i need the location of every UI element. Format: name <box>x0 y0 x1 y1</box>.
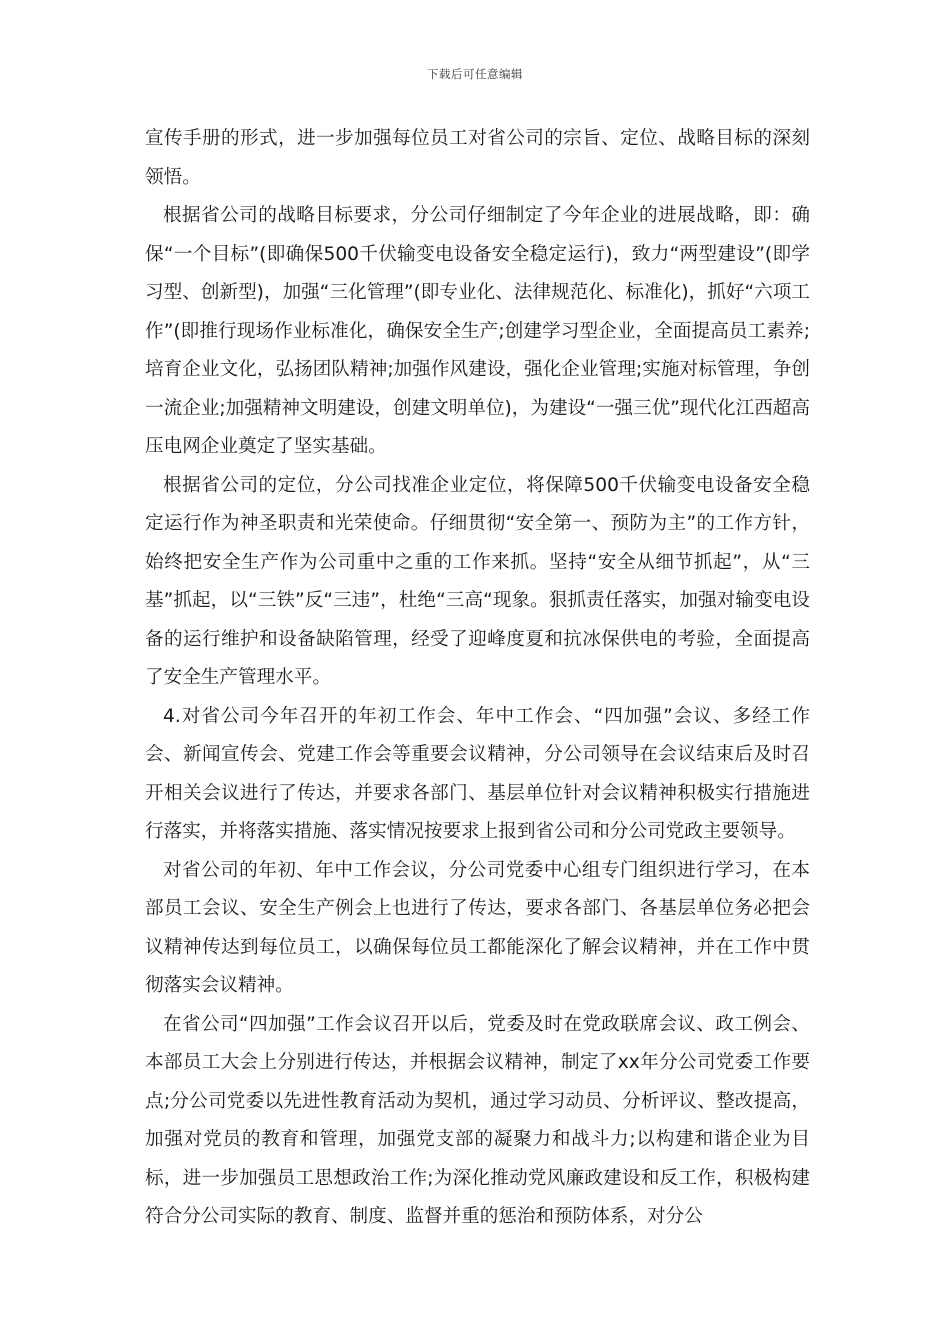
paragraph-2: 根据省公司的战略目标要求，分公司仔细制定了今年企业的进展战略，即：确保“一个目标”(即确保500千伏输变电设备安全稳定运行)，致力“两型建设”(即学习型、创新型)，加强“三化管理”(即专业化、法律规范化、标准化)，抓好“六项工作”(即推行现场作业标准化，确保安全生产;创建学习型企业，全面提高员工素养;培育企业文化，弘扬团队精神;加强作风建设，强化企业管理;实施对标管理，争创一流企业;加强精神文明建设，创建文明单位)，为建设“一强三优”现代化江西超高压电网企业奠定了坚实基础。 <box>145 205 810 457</box>
paragraph-5: 对省公司的年初、年中工作会议，分公司党委中心组专门组织进行学习，在本部员工会议、安全生产例会上也进行了传达，要求各部门、各基层单位务必把会议精神传达到每位员工，以确保每位员工都能深化了解会议精神，并在工作中贯彻落实会议精神。 <box>145 859 810 996</box>
paragraph-3: 根据省公司的定位，分公司找准企业定位，将保障500千伏输变电设备安全稳定运行作为神圣职责和光荣使命。仔细贯彻“安全第一、预防为主”的工作方针，始终把安全生产作为公司重中之重的工作来抓。坚持“安全从细节抓起”，从“三基”抓起，以“三铁”反“三违”，杜绝“三高“现象。狠抓责任落实，加强对输变电设备的运行维护和设备缺陷管理，经受了迎峰度夏和抗冰保供电的考验，全面提高了安全生产管理水平。 <box>145 474 810 688</box>
paragraph-1: 宣传手册的形式，进一步加强每位员工对省公司的宗旨、定位、战略目标的深刻领悟。 <box>145 128 810 188</box>
document-body <box>145 120 810 1237</box>
paragraph-6: 在省公司“四加强”工作会议召开以后，党委及时在党政联席会议、政工例会、本部员工大会上分别进行传达，并根据会议精神，制定了xx年分公司党委工作要点;分公司党委以先进性教育活动为契机，通过学习动员、分析评议、整改提高，加强对党员的教育和管理，加强党支部的凝聚力和战斗力;以构建和谐企业为目标，进一步加强员工思想政治工作;为深化推动党风廉政建设和反工作，积极构建符合分公司实际的教育、制度、监督并重的惩治和预防体系，对分公 <box>145 1013 810 1227</box>
page-header: 下载后可任意编辑 <box>427 67 523 81</box>
paragraph-4: 4.对省公司今年召开的年初工作会、年中工作会、“四加强”会议、多经工作会、新闻宣传会、党建工作会等重要会议精神，分公司领导在会议结束后及时召开相关会议进行了传达，并要求各部门、基层单位针对会议精神积极实行措施进行落实，并将落实措施、落实情况按要求上报到省公司和分公司党政主要领导。 <box>145 705 810 842</box>
